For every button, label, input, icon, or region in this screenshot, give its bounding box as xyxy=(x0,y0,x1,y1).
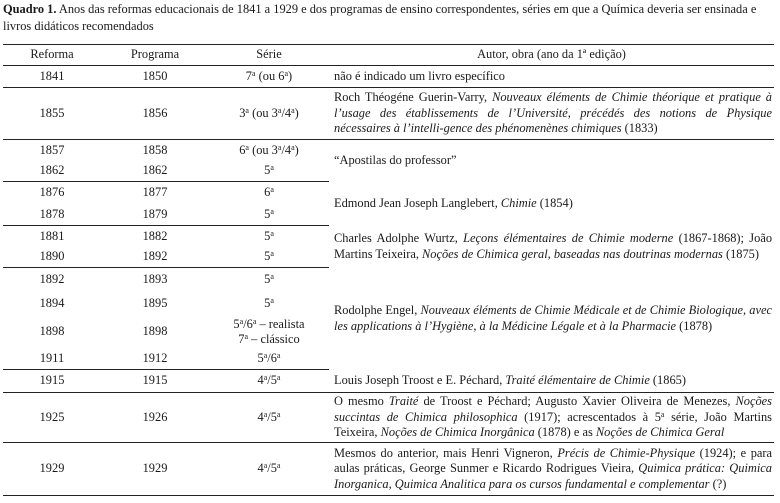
header-autor-obra: Autor, obra (ano da 1ª edição) xyxy=(329,45,774,66)
caption-text: Anos das reformas educacionais de 1841 a 1929 e dos programas de ensino correspondentes, séries em que a Química deveria ser ensinada e livros didáticos recomendados xyxy=(3,2,757,33)
author-text: (1875) xyxy=(722,246,759,261)
author-text: “Apostilas do professor” xyxy=(334,153,457,167)
reforma-cell: 1892 xyxy=(39,272,65,286)
autor-obra-cell xyxy=(329,66,774,88)
author-text: O mesmo xyxy=(334,394,389,409)
header-row xyxy=(3,45,774,66)
serie-cell: 5$^a$/6$^a$ – realista 7$^a$ – clássico xyxy=(233,316,305,346)
author-text: Mesmos do anterior, mais Henri Vigneron, xyxy=(334,445,558,460)
author-text: (1878) xyxy=(676,318,713,333)
programa-cell: 1893 xyxy=(142,272,168,286)
book-title: Quimica prática: Quimica Inorganica, Quimica Analitica para os cursos fundamental e complementar xyxy=(334,461,772,491)
programa-cell: 1882 xyxy=(142,228,168,243)
book-title: Nouveaux éléments de Chimie Médicale et de Chimie Biologique, avec les applications à l’Hygiène, à la Médicine Légale et à la Pharmacie xyxy=(334,303,772,333)
serie-cell: 5$^a$/6$^a$ xyxy=(209,349,329,370)
reforma-cell: 1878 xyxy=(3,204,101,226)
programa-cell: 1929 xyxy=(101,443,209,496)
reforma-cell: 1898 xyxy=(39,324,65,339)
reforma-cell: 1857 xyxy=(39,142,65,157)
autor-obra-cell xyxy=(329,182,774,226)
table-body xyxy=(3,66,774,496)
reforma-cell: 1855 xyxy=(3,88,101,140)
author-text: (1878) e as xyxy=(534,425,596,440)
author-text: (1854) xyxy=(536,195,573,210)
autor-obra-cell xyxy=(329,140,774,182)
header-reforma: Reforma xyxy=(3,45,101,66)
book-title: Noções succintas de Chimica philosophica xyxy=(334,394,773,424)
reforms-table xyxy=(3,44,774,496)
serie-cell: 4$^a$/5$^a$ xyxy=(209,393,329,443)
table-row xyxy=(3,226,774,247)
serie-cell: 4$^a$/5$^a$ xyxy=(209,370,329,393)
autor-obra-cell xyxy=(329,443,774,496)
book-title: Traité élémentaire de Chimie xyxy=(505,373,650,387)
programa-cell: 1895 xyxy=(142,295,168,310)
serie-cell: 5$^a$ xyxy=(264,295,274,310)
book-title: Noções de Chimica geral, baseadas nas doutrinas modernas xyxy=(422,246,723,261)
serie-cell: 5$^a$ xyxy=(209,161,329,182)
serie-cell: 5$^a$ xyxy=(209,204,329,226)
book-title: Nouveaux éléments de Chimie théorique et pratique à l’usage des établissements de l’Université, précédés des notions de Physique nécessaires à l’intelli-gence des phénomenènes chimiques xyxy=(334,90,772,136)
programa-cell: 1877 xyxy=(142,185,168,199)
table-row xyxy=(3,66,774,88)
book-title: Noções de Chimica Geral xyxy=(595,425,725,440)
author-text: (1833) xyxy=(621,121,658,136)
header-programa: Programa xyxy=(101,45,209,66)
programa-cell: 1879 xyxy=(101,204,209,226)
table-row xyxy=(3,88,774,140)
programa-cell: 1858 xyxy=(142,142,168,157)
programa-cell: 1912 xyxy=(101,349,209,370)
caption-label: Quadro 1. xyxy=(3,2,57,16)
autor-obra-cell xyxy=(329,268,774,370)
programa-cell: 1915 xyxy=(101,370,209,393)
author-text: Charles Adolphe Wurtz, xyxy=(334,231,464,245)
author-text: Roch Théogéne Guerin-Varry, xyxy=(334,90,493,105)
table-row xyxy=(3,140,774,161)
reforma-cell: 1862 xyxy=(3,161,101,182)
autor-obra-cell xyxy=(329,370,774,393)
autor-obra-cell xyxy=(329,393,774,443)
serie-cell: 4$^a$/5$^a$ xyxy=(209,443,329,496)
serie-cell: 6$^a$ (ou 3$^a$/4$^a$) xyxy=(239,142,299,157)
author-text: Rodolphe Engel, xyxy=(334,303,421,317)
serie-cell: 5$^a$ xyxy=(264,228,274,243)
book-title: Chimie xyxy=(500,195,537,210)
serie-cell: 5$^a$ xyxy=(264,272,274,286)
serie-cell: 5$^a$ xyxy=(209,247,329,268)
reforma-cell: 1890 xyxy=(3,247,101,268)
reforma-cell: 1881 xyxy=(39,228,65,243)
author-text: (1917); acrescentados à 5$^a$ série, João Martins Teixeira, xyxy=(334,409,772,440)
table-caption xyxy=(3,1,775,35)
programa-cell: 1898 xyxy=(142,324,168,339)
author-text: de Troost e Péchard; Augusto Xavier Oliveira de Menezes, xyxy=(418,394,736,409)
book-title: Leçons élémentaires de Chimie moderne xyxy=(463,231,674,245)
author-text: Edmond Jean Joseph Langlebert, xyxy=(334,195,501,210)
serie-cell: 7$^a$ (ou 6$^a$) xyxy=(209,66,329,88)
programa-cell: 1856 xyxy=(101,88,209,140)
autor-obra-cell xyxy=(329,88,774,140)
book-title: Noções de Chimica Inorgânica xyxy=(380,425,535,440)
table-row xyxy=(3,182,774,204)
reforma-cell: 1894 xyxy=(39,295,65,310)
reforma-cell: 1841 xyxy=(3,66,101,88)
reforma-cell: 1929 xyxy=(3,443,101,496)
author-text: (1867-1868); João Martins Teixeira, xyxy=(334,231,773,261)
table-row xyxy=(3,393,774,443)
reforma-cell: 1911 xyxy=(3,349,101,370)
programa-cell: 1862 xyxy=(101,161,209,182)
book-title: Traité xyxy=(388,394,419,409)
programa-cell: 1850 xyxy=(101,66,209,88)
author-text: (1865) xyxy=(649,373,686,387)
serie-cell: 6$^a$ xyxy=(264,185,274,199)
table-row xyxy=(3,268,774,292)
programa-cell: 1926 xyxy=(101,393,209,443)
author-text: (1924); e para aulas práticas, George Sunmer e Ricardo Rodrigues Vieira, xyxy=(334,445,773,476)
author-text: não é indicado um livro específico xyxy=(334,68,506,83)
serie-cell: 3$^a$ (ou 3$^a$/4$^a$) xyxy=(209,88,329,140)
book-title: Précis de Chimie-Physique xyxy=(557,445,696,460)
author-text: (?) xyxy=(709,476,727,491)
table-row xyxy=(3,370,774,393)
header-serie: Série xyxy=(209,45,329,66)
autor-obra-cell xyxy=(329,226,774,268)
programa-cell: 1892 xyxy=(101,247,209,268)
reforma-cell: 1925 xyxy=(3,393,101,443)
table-row xyxy=(3,443,774,496)
reforma-cell: 1876 xyxy=(39,185,65,199)
author-text: Louis Joseph Troost e E. Péchard, xyxy=(334,373,506,387)
reforma-cell: 1915 xyxy=(3,370,101,393)
